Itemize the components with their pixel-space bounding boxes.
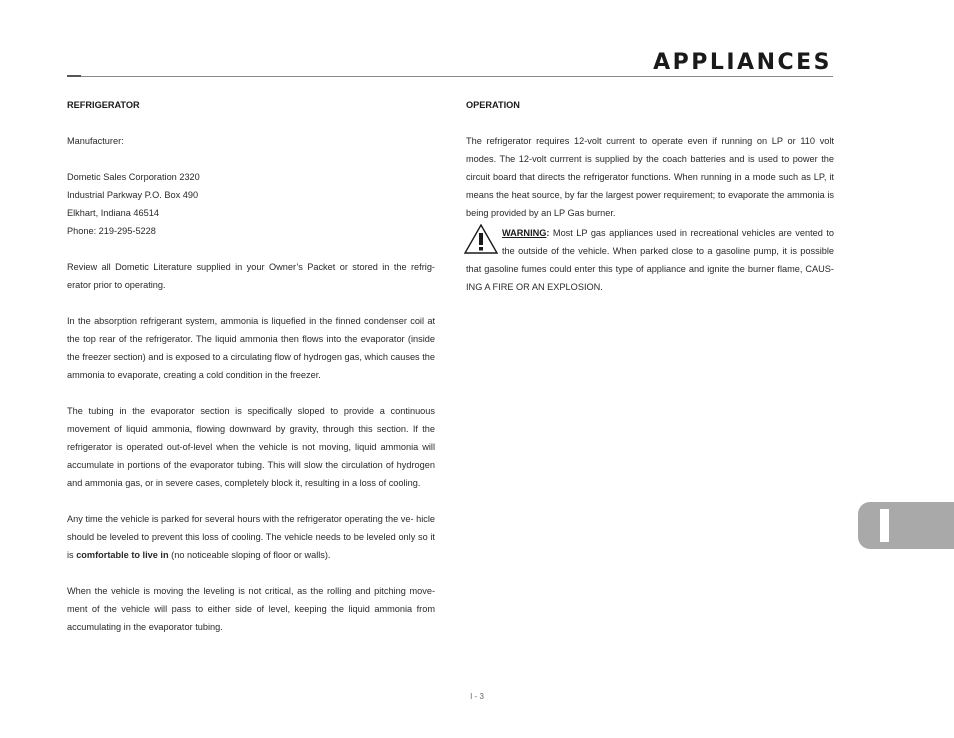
- address-line: Dometic Sales Corporation 2320: [67, 172, 200, 182]
- right-column: [466, 96, 834, 296]
- phone-line: Phone: 219-295-5228: [67, 226, 156, 236]
- operation-heading: OPERATION: [466, 100, 520, 110]
- section-tab-letter: [880, 509, 889, 542]
- warning-block: [466, 224, 834, 296]
- paragraph-tubing: The tubing in the evaporator section is specifically sloped to provide a continuous movement of liquid ammonia, flowing downward by gravity, through this section. If the refrigerator is operated out-of-level when the vehicle is not moving, liquid ammonia will accumulate in portions of the evaporator tubing. This will slow the circulation of hydrogen and ammonia gas, or in severe cases, completely block it, resulting in a loss of cooling.: [67, 406, 435, 488]
- leveling-emphasis: comfortable to live in: [76, 550, 169, 560]
- page-number: I - 3: [470, 692, 484, 701]
- refrigerator-heading: REFRIGERATOR: [67, 100, 140, 110]
- warning-label: WARNING: [502, 228, 547, 238]
- address-line: Industrial Parkway P.O. Box 490: [67, 190, 199, 200]
- paragraph-leveling: [67, 510, 435, 564]
- paragraph-literature: Review all Dometic Literature supplied in your Owner’s Packet or stored in the refrig- erator prior to operating.: [67, 262, 435, 290]
- paragraph-absorption: In the absorption refrigerant system, ammonia is liquefied in the finned condenser coil at the top rear of the refrigerator. The liquid ammonia then flows into the evaporator (inside the freezer section) and is exposed to a circulating flow of hydrogen gas, which causes the ammonia to evaporate, creating a cold condition in the freezer.: [67, 316, 435, 380]
- section-tab: [858, 502, 954, 549]
- manufacturer-label: Manufacturer:: [67, 136, 124, 146]
- left-column: [67, 96, 435, 636]
- header-rule-accent: [67, 75, 81, 77]
- warning-triangle-icon: [464, 224, 498, 254]
- warning-text: [466, 224, 834, 296]
- page-title: APPLIANCES: [653, 50, 832, 75]
- leveling-text-post: (no noticeable sloping of floor or walls).: [168, 550, 331, 560]
- paragraph-moving: When the vehicle is moving the leveling is not critical, as the rolling and pitching move- ment of the vehicle will pass to either side of level, keeping the liquid ammonia from accumulating in the evaporator tubing.: [67, 586, 435, 632]
- paragraph-operation: The refrigerator requires 12-volt current to operate even if running on LP or 110 volt modes. The 12-volt currrent is supplied by the coach batteries and is used to power the circuit board that directs the refrigerator functions. When running in a mode such as LP, it means the heat source, by far the largest power requirement; to evaporate the ammonia is being provided by an LP Gas burner.: [466, 136, 834, 218]
- address-line: Elkhart, Indiana 46514: [67, 208, 159, 218]
- leveling-text-pre: Any time the vehicle is parked for several hours with the refrigerator operating the ve- hicle should be leveled to prevent this loss of cooling. The vehicle needs to be leveled only so it is: [67, 514, 435, 560]
- warning-body: Most LP gas appliances used in recreational vehicles are vented to the outside of the vehicle. When parked close to a gasoline pump, it is possible that gasoline fumes could enter this type of appliance and ignite the burner flame, CAUS- ING A FIRE OR AN EXPLOSION.: [466, 228, 834, 292]
- warning-colon: :: [546, 228, 550, 238]
- header-rule: [67, 76, 833, 77]
